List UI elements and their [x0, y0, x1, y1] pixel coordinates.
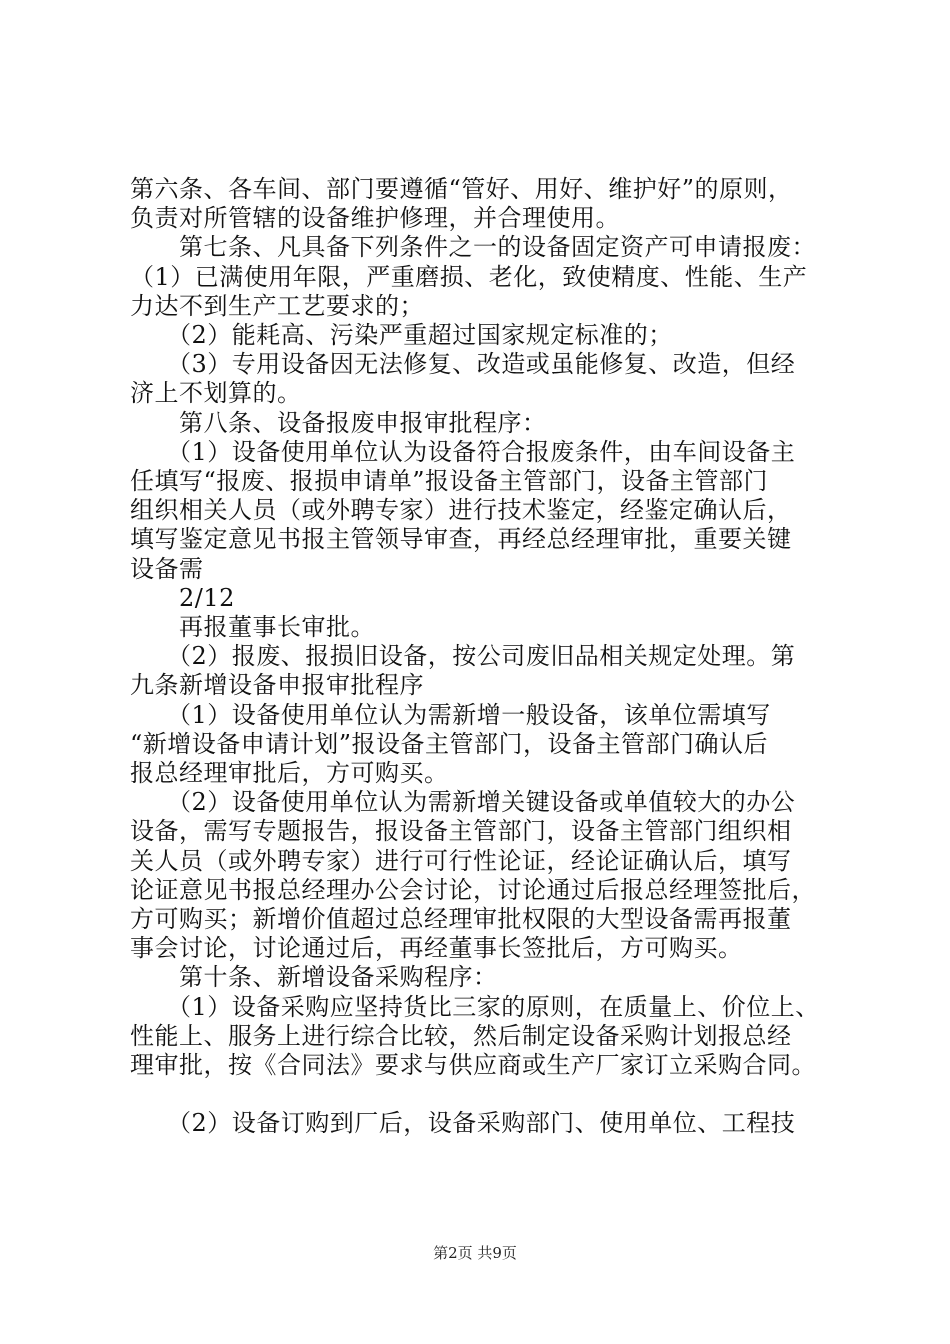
text-line: 论证意见书报总经理办公会讨论，讨论通过后报总经理签批后，: [130, 875, 816, 904]
text-line: （2）能耗高、污染严重超过国家规定标准的；: [130, 321, 673, 349]
text-line: 再报董事长审批。: [130, 613, 375, 641]
text-line: 组织相关人员（或外聘专家）进行技术鉴定，经鉴定确认后，: [130, 496, 792, 525]
text-line: 方可购买；新增价值超过总经理审批权限的大型设备需再报董: [130, 905, 792, 933]
text-line: （1）设备使用单位认为需新增一般设备，该单位需填写: [130, 700, 771, 729]
page-footer: 第2页 共9页: [433, 1244, 517, 1262]
text-line: 第八条、设备报废申报审批程序：: [130, 408, 547, 437]
text-line: 第十条、新增设备采购程序：: [130, 963, 498, 992]
text-line: 性能上、服务上进行综合比较，然后制定设备采购计划报总经: [130, 1021, 792, 1050]
text-line: 第六条、各车间、部门要遵循“管好、用好、维护好”的原则，: [130, 175, 793, 203]
text-line: （2）设备使用单位认为需新增关键设备或单值较大的办公: [130, 788, 796, 817]
text-line: 负责对所管辖的设备维护修理，并合理使用。: [130, 204, 620, 233]
text-line: 设备，需写专题报告，报设备主管部门，设备主管部门组织相: [130, 817, 792, 846]
text-line: 填写鉴定意见书报主管领导审查，再经总经理审批，重要关键: [130, 525, 792, 554]
text-line: 济上不划算的。: [130, 379, 302, 408]
text-line: “新增设备申请计划”报设备主管部门，设备主管部门确认后: [130, 729, 769, 758]
text-line: 设备需: [130, 554, 204, 583]
text-line: （1）设备采购应坚持货比三家的原则，在质量上、价位上、: [130, 992, 820, 1021]
text-line: 报总经理审批后，方可购买。: [130, 759, 449, 787]
text-line: 理审批，按《合同法》要求与供应商或生产厂家订立采购合同。: [130, 1051, 816, 1079]
text-line: 关人员（或外聘专家）进行可行性论证，经论证确认后，填写: [130, 846, 792, 875]
text-line: 任填写“报废、报损申请单”报设备主管部门，设备主管部门: [130, 467, 769, 495]
text-line: （2）报废、报损旧设备，按公司废旧品相关规定处理。第: [130, 642, 796, 671]
text-line: 第七条、凡具备下列条件之一的设备固定资产可申请报废：: [130, 233, 816, 262]
text-line: 九条新增设备申报审批程序: [130, 671, 424, 700]
text-line: （1）设备使用单位认为设备符合报废条件，由车间设备主: [130, 437, 796, 466]
text-line: （3）专用设备因无法修复、改造或虽能修复、改造，但经: [130, 350, 796, 379]
text-line: （1）已满使用年限，严重磨损、老化，致使精度、性能、生产: [130, 262, 808, 291]
text-line: 力达不到生产工艺要求的；: [130, 291, 424, 320]
text-line: 2/12: [130, 583, 235, 612]
text-line: （2）设备订购到厂后，设备采购部门、使用单位、工程技: [130, 1109, 796, 1138]
text-line: 事会讨论，讨论通过后，再经董事长签批后，方可购买。: [130, 934, 743, 963]
